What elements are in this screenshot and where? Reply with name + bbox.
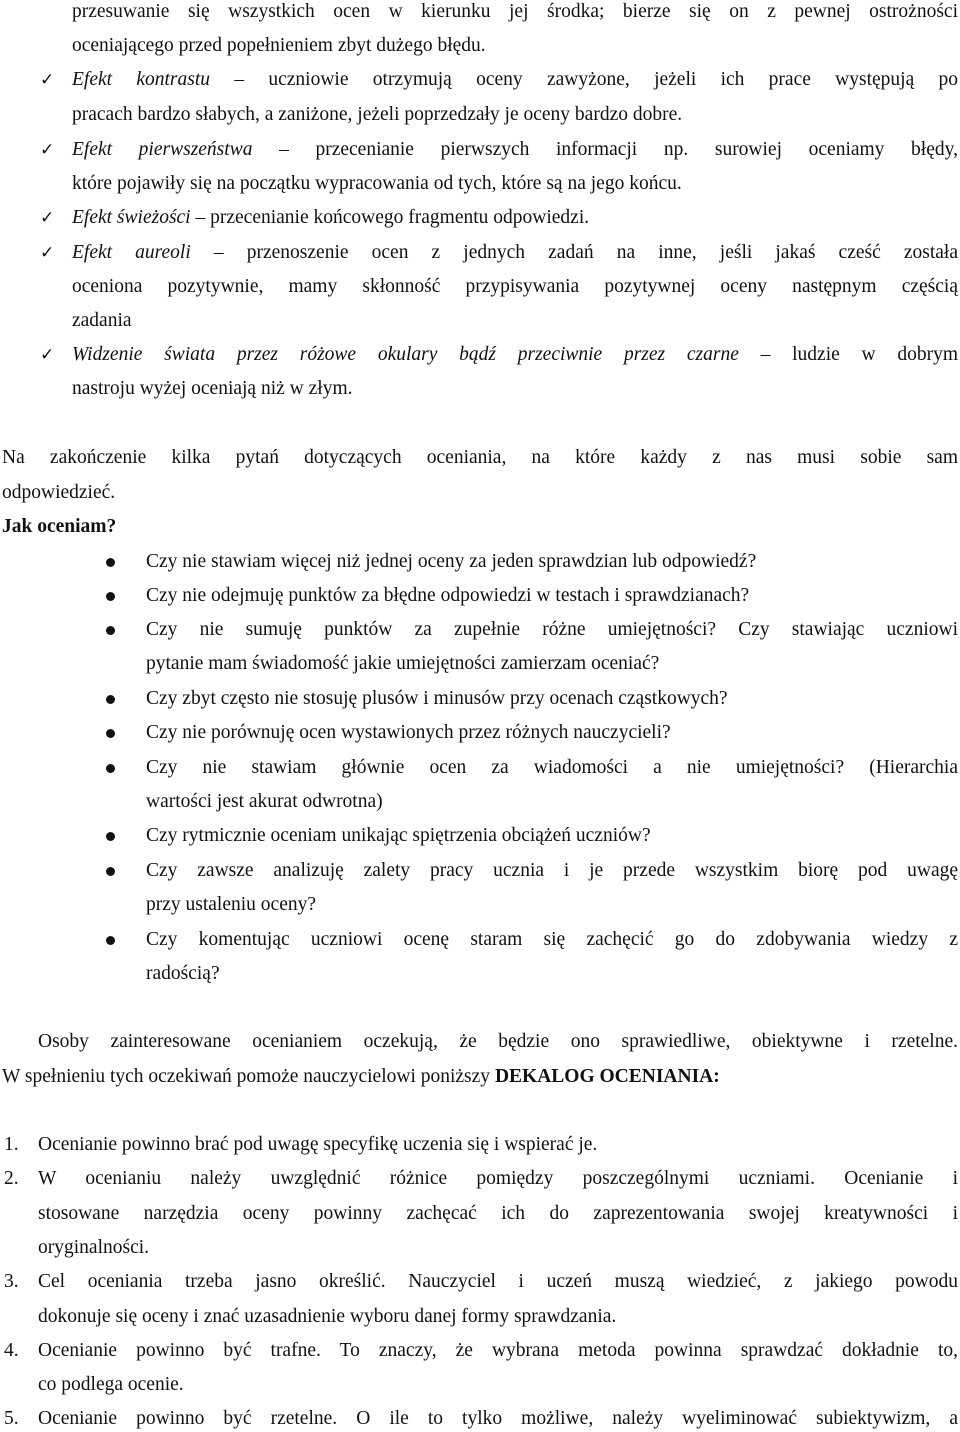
check-icon: ✓ xyxy=(40,345,55,365)
effect-dash: – xyxy=(234,69,245,90)
question-item: Czy nie sumuję punktów za zupełnie różne umiejętności? Czy stawiając uczniowi xyxy=(146,619,958,640)
bullet-icon xyxy=(106,626,115,635)
effect-dash: – xyxy=(195,207,206,228)
dekalog-title: DEKALOG OCENIANIA: xyxy=(494,1066,720,1087)
effect-swiezosci-line-1 xyxy=(72,206,589,230)
dekalog-item-line: stosowane narzędzia oceny powinny zachęcać ich do zaprezentowania swojej kreatywności i xyxy=(38,1203,958,1224)
effect-dash: – xyxy=(213,242,224,263)
effect-text: przecenianie pierwszych informacji np. surowiej oceniamy błędy, xyxy=(315,139,958,160)
dekalog-intro-text: W spełnieniu tych oczekiwań pomoże nauczycielowi poniższy xyxy=(2,1066,491,1087)
question-item-continued: przy ustaleniu oceny? xyxy=(146,894,317,915)
dekalog-item-line: Ocenianie powinno brać pod uwagę specyfikę uczenia się i wspierać je. xyxy=(38,1134,598,1155)
closing-line-2: odpowiedzieć. xyxy=(2,482,116,503)
check-icon: ✓ xyxy=(40,243,55,263)
effect-name: Widzenie świata przez różowe okulary bądź przeciwnie przez czarne xyxy=(72,344,739,365)
bullet-icon xyxy=(106,592,115,601)
dekalog-number: 2. xyxy=(4,1168,19,1189)
dekalog-item-line: co podlega ocenie. xyxy=(38,1374,184,1395)
question-item: Czy nie stawiam głównie ocen za wiadomości a nie umiejętności? (Hierarchia xyxy=(146,757,958,778)
dekalog-number: 3. xyxy=(4,1271,19,1292)
bullet-icon xyxy=(106,695,115,704)
question-item-continued: radością? xyxy=(146,963,220,984)
check-icon: ✓ xyxy=(40,208,55,228)
closing-line-1: Na zakończenie kilka pytań dotyczących oceniania, na które każdy z nas musi sobie sam xyxy=(2,447,958,468)
bullet-icon xyxy=(106,936,115,945)
dekalog-intro-line-2 xyxy=(2,1065,720,1089)
bullet-icon xyxy=(106,867,115,876)
dekalog-item-line: oryginalności. xyxy=(38,1237,150,1258)
question-item: Czy komentując uczniowi ocenę staram się zachęcić go do zdobywania wiedzy z xyxy=(146,929,958,950)
effect-text: ludzie w dobrym xyxy=(792,344,959,365)
effect-text: uczniowie otrzymują oceny zawyżone, jeżeli ich prace występują po xyxy=(268,69,959,90)
bullet-icon xyxy=(106,764,115,773)
question-item-continued: pytanie mam świadomość jakie umiejętności zamierzam oceniać? xyxy=(146,653,660,674)
effect-text: przenoszenie ocen z jednych zadań na inne, jeśli jakaś cześć została xyxy=(246,242,959,263)
question-item: Czy zbyt często nie stosuję plusów i minusów przy ocenach cząstkowych? xyxy=(146,688,728,709)
effect-text: przecenianie końcowego fragmentu odpowiedzi. xyxy=(210,207,590,228)
question-item: Czy zawsze analizuję zalety pracy ucznia i je przede wszystkim biorę pod uwagę xyxy=(146,860,958,881)
effect-dash: – xyxy=(279,139,289,160)
effect-kontrastu-line-2: pracach bardzo słabych, a zaniżone, jeżeli poprzedzały je oceny bardzo dobre. xyxy=(72,104,683,125)
question-item: Czy nie odejmuję punktów za błędne odpowiedzi w testach i sprawdzianach? xyxy=(146,585,750,606)
effect-aureoli-line-3: zadania xyxy=(72,310,132,331)
dekalog-item-line: dokonuje się oceny i znać uzasadnienie wyboru danej formy sprawdzania. xyxy=(38,1306,617,1327)
dekalog-item-line: Ocenianie powinno być rzetelne. O ile to tylko możliwe, należy wyeliminować subiektywizm, a xyxy=(38,1408,958,1429)
bullet-icon xyxy=(106,558,115,567)
effect-okulary-line-2: nastroju wyżej oceniają niż w złym. xyxy=(72,378,353,399)
effect-dash: – xyxy=(760,344,771,365)
question-item-continued: wartości jest akurat odwrotna) xyxy=(146,791,383,812)
check-icon: ✓ xyxy=(40,140,55,160)
effect-name: Efekt pierwszeństwa xyxy=(72,139,253,160)
intro-line-1: przesuwanie się wszystkich ocen w kierunku jej środka; bierze się on z pewnej ostrożności xyxy=(72,1,958,22)
effect-aureoli-line-2: oceniona pozytywnie, mamy skłonność przypisywania pozytywnej oceny następnym częścią xyxy=(72,276,958,297)
dekalog-intro-line-1: Osoby zainteresowane ocenianiem oczekują, że będzie ono sprawiedliwe, obiektywne i rzetelne. xyxy=(38,1031,958,1052)
dekalog-item-line: Ocenianie powinno być trafne. To znaczy, że wybrana metoda powinna sprawdzać dokładnie to, xyxy=(38,1340,958,1361)
dekalog-item-line: W ocenianiu należy uwzględnić różnice pomiędzy poszczególnymi uczniami. Ocenianie i xyxy=(38,1168,958,1189)
question-item: Czy rytmicznie oceniam unikając spiętrzenia obciążeń uczniów? xyxy=(146,825,651,846)
dekalog-item-line: Cel oceniania trzeba jasno określić. Nauczyciel i uczeń muszą wiedzieć, z jakiego powodu xyxy=(38,1271,958,1292)
effect-name: Efekt świeżości xyxy=(72,207,191,228)
effect-pierwszenstwa-line-2: które pojawiły się na początku wypracowania od tych, które są na jego końcu. xyxy=(72,173,682,194)
effect-name: Efekt aureoli xyxy=(72,242,191,263)
section-heading: Jak oceniam? xyxy=(2,516,117,537)
question-item: Czy nie stawiam więcej niż jednej oceny za jeden sprawdzian lub odpowiedź? xyxy=(146,551,757,572)
dekalog-number: 5. xyxy=(4,1408,19,1429)
effect-pierwszenstwa-line-1 xyxy=(72,138,958,162)
effect-aureoli-line-1 xyxy=(72,241,958,265)
dekalog-number: 4. xyxy=(4,1340,19,1361)
question-item: Czy nie porównuję ocen wystawionych przez różnych nauczycieli? xyxy=(146,722,671,743)
bullet-icon xyxy=(106,832,115,841)
check-icon: ✓ xyxy=(40,70,55,90)
effect-okulary-line-1 xyxy=(72,343,958,367)
bullet-icon xyxy=(106,729,115,738)
dekalog-number: 1. xyxy=(4,1134,19,1155)
intro-line-2: oceniającego przed popełnieniem zbyt dużego błędu. xyxy=(72,35,486,56)
effect-name: Efekt kontrastu xyxy=(72,69,211,90)
effect-kontrastu-line-1 xyxy=(72,68,958,92)
